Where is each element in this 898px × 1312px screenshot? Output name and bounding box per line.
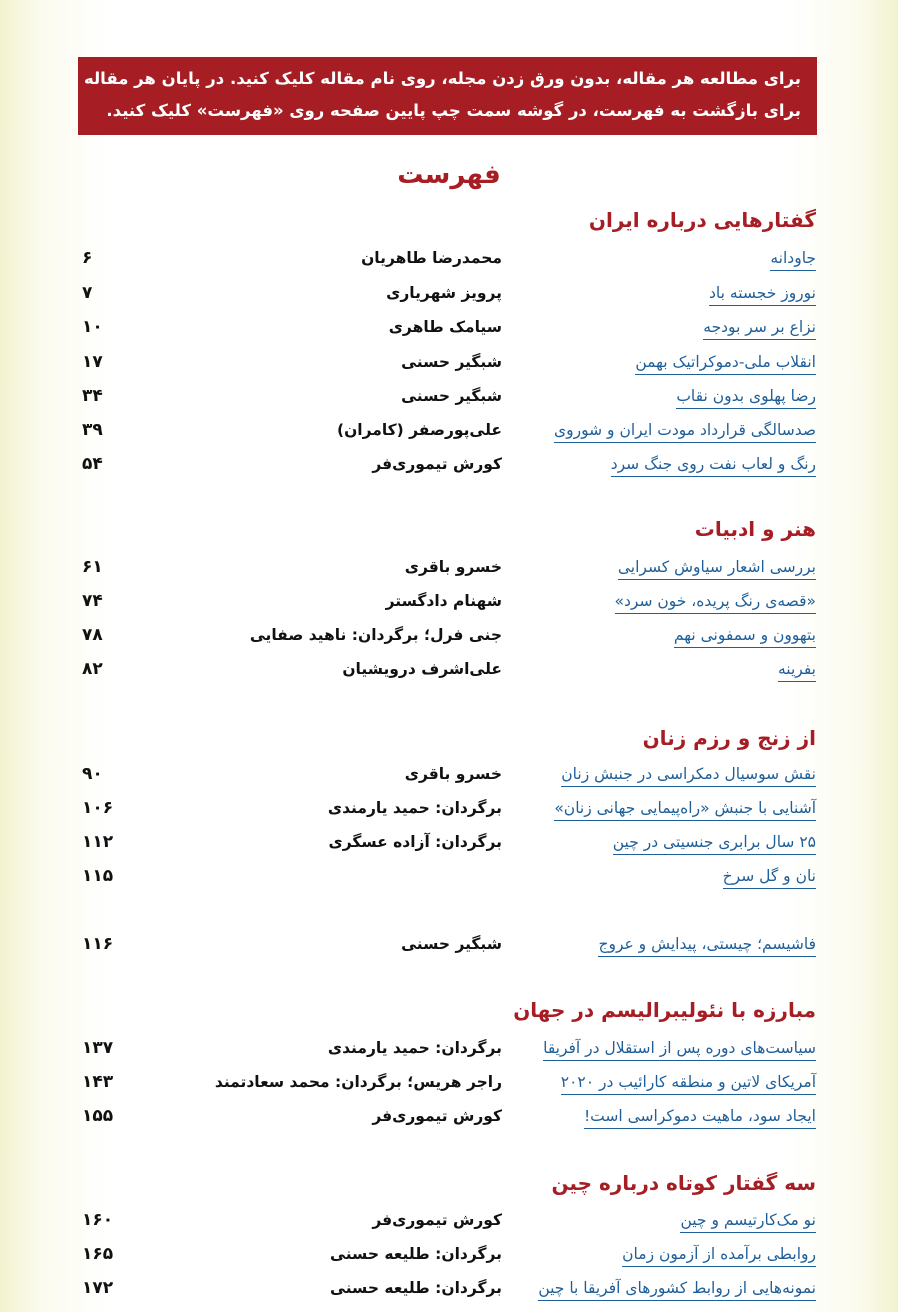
toc-row — [0, 281, 898, 311]
article-link[interactable]: روابطی برآمده از آزمون زمان — [622, 1242, 816, 1267]
page-number: ۶۱ — [82, 557, 103, 577]
toc-row — [0, 1276, 898, 1306]
article-author: خسرو باقری — [404, 558, 502, 576]
article-author: شبگیر حسنی — [401, 935, 502, 953]
toc-row — [0, 589, 898, 619]
article-author: شبگیر حسنی — [401, 387, 502, 405]
article-author: راجر هریس؛ برگردان: محمد سعادتمند — [214, 1073, 502, 1091]
instruction-line-2: برای بازگشت به فهرست، در گوشه سمت چپ پایین صفحه روی «فهرست» کلیک کنید. — [106, 101, 801, 120]
page-number: ۱۰ — [82, 317, 103, 337]
section-title-china: سه گفتار کوتاه درباره چین — [551, 1171, 816, 1195]
section-title-neoliberalism: مبارزه با نئولیبرالیسم در جهان — [513, 998, 816, 1022]
page-number: ۷۸ — [82, 625, 103, 645]
toc-row — [0, 418, 898, 448]
article-author: کورش تیموری‌فر — [372, 1107, 502, 1125]
article-author: شهنام دادگستر — [385, 592, 502, 610]
article-link[interactable]: «قصه‌ی رنگ پریده، خون سرد» — [615, 589, 817, 614]
toc-title: فهرست — [397, 160, 501, 190]
article-link[interactable]: بررسی اشعار سیاوش کسرایی — [618, 555, 816, 580]
page-number: ۱۵۵ — [82, 1106, 114, 1126]
toc-row — [0, 657, 898, 687]
toc-row — [0, 864, 898, 894]
article-author: علی‌اشرف درویشیان — [342, 660, 502, 678]
article-link[interactable]: نو مک‌کارتیسم و چین — [680, 1208, 816, 1233]
page-number: ۱۶۵ — [82, 1244, 114, 1264]
article-link[interactable]: بفرینه — [778, 657, 816, 682]
toc-row — [0, 796, 898, 826]
article-link[interactable]: جاودانه — [770, 246, 816, 271]
toc-row — [0, 452, 898, 482]
page-number: ۱۳۷ — [82, 1038, 114, 1058]
article-author: پرویز شهریاری — [386, 284, 502, 302]
page-number: ۸۲ — [82, 659, 103, 679]
article-link[interactable]: بتهوون و سمفونی نهم — [674, 623, 816, 648]
page-number: ۳۴ — [82, 386, 103, 406]
page-number: ۶ — [82, 248, 93, 268]
toc-row — [0, 1242, 898, 1272]
article-author: علی‌پورصفر (کامران) — [336, 421, 502, 439]
page-number: ۳۹ — [82, 420, 103, 440]
toc-row — [0, 246, 898, 276]
article-author: محمدرضا طاهریان — [361, 249, 502, 267]
article-author: برگردان: حمید یارمندی — [327, 1039, 502, 1057]
page-number: ۱۶۰ — [82, 1210, 114, 1230]
article-author: کورش تیموری‌فر — [372, 455, 502, 473]
toc-row — [0, 762, 898, 792]
instruction-banner — [78, 57, 817, 135]
article-author: جنی فرل؛ برگردان: ناهید صفایی — [249, 626, 502, 644]
article-author: شبگیر حسنی — [401, 353, 502, 371]
page-number: ۱۱۶ — [82, 934, 114, 954]
page-number: ۱۱۵ — [82, 866, 114, 886]
toc-row — [0, 1070, 898, 1100]
toc-row — [0, 1104, 898, 1134]
page-number: ۷ — [82, 283, 93, 303]
toc-row — [0, 623, 898, 653]
article-link[interactable]: ایجاد سود، ماهیت دموکراسی است! — [584, 1104, 816, 1129]
toc-row — [0, 555, 898, 585]
article-link[interactable]: آمریکای لاتین و منطقه کارائیب در ۲۰۲۰ — [561, 1070, 816, 1095]
article-link[interactable]: صدسالگی قرارداد مودت ایران و شوروی — [554, 418, 816, 443]
section-title-women: از زنج و رزم زنان — [642, 726, 816, 750]
section-title-art: هنر و ادبیات — [694, 517, 816, 541]
article-link[interactable]: فاشیسم؛ چیستی، پیدایش و عروج — [598, 932, 816, 957]
toc-row — [0, 830, 898, 860]
article-link[interactable]: نان و گل سرخ — [723, 864, 816, 889]
toc-row — [0, 384, 898, 414]
article-link[interactable]: رضا پهلوی بدون نقاب — [676, 384, 816, 409]
instruction-line-1: برای مطالعه هر مقاله، بدون ورق زدن مجله، روی نام مقاله کلیک کنید. در پایان هر مقاله — [83, 69, 801, 88]
article-author: برگردان: حمید یارمندی — [327, 799, 502, 817]
article-link[interactable]: سیاست‌های دوره پس از استقلال در آفریقا — [543, 1036, 816, 1061]
toc-row — [0, 350, 898, 380]
section-title-iran: گفتارهایی درباره ایران — [588, 208, 816, 232]
page-number: ۷۴ — [82, 591, 103, 611]
page-number: ۹۰ — [82, 764, 103, 784]
article-author: خسرو باقری — [404, 765, 502, 783]
article-link[interactable]: نقش سوسیال دمکراسی در جنبش زنان — [561, 762, 816, 787]
article-link[interactable]: آشنایی با جنبش «راه‌پیمایی جهانی زنان» — [554, 796, 816, 821]
page-number: ۱۷۲ — [82, 1278, 114, 1298]
article-author: برگردان: آزاده عسگری — [328, 833, 502, 851]
page-number: ۱۷ — [82, 352, 103, 372]
page-number: ۱۴۳ — [82, 1072, 114, 1092]
toc-row — [0, 315, 898, 345]
page-number: ۱۰۶ — [82, 798, 114, 818]
toc-row — [0, 1208, 898, 1238]
article-link[interactable]: نزاع بر سر بودجه — [703, 315, 816, 340]
page-number: ۵۴ — [82, 454, 103, 474]
article-link[interactable]: نوروز خجسته باد — [709, 281, 816, 306]
article-author: کورش تیموری‌فر — [372, 1211, 502, 1229]
page-number: ۱۱۲ — [82, 832, 114, 852]
toc-row — [0, 1036, 898, 1066]
article-link[interactable]: انقلاب ملی-دموکراتیک بهمن — [635, 350, 816, 375]
article-author: برگردان: طلیعه حسنی — [330, 1245, 502, 1263]
article-link[interactable]: نمونه‌هایی از روابط کشورهای آفریقا با چین — [538, 1276, 816, 1301]
article-author: برگردان: طلیعه حسنی — [330, 1279, 502, 1297]
article-link[interactable]: رنگ و لعاب نفت روی جنگ سرد — [611, 452, 816, 477]
toc-row — [0, 932, 898, 962]
article-link[interactable]: ۲۵ سال برابری جنسیتی در چین — [613, 830, 816, 855]
article-author: سیامک طاهری — [388, 318, 502, 336]
